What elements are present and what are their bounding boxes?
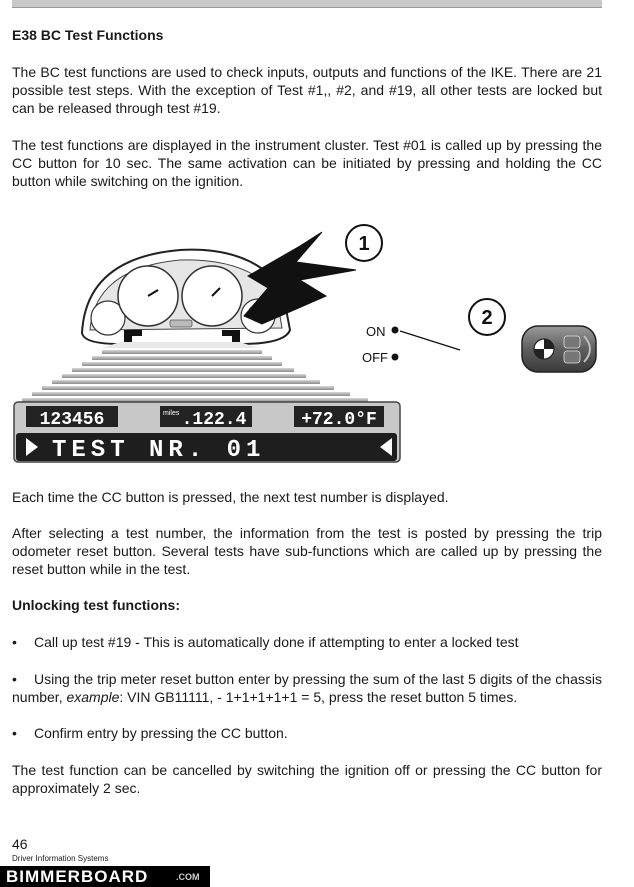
- on-label: ON: [366, 324, 386, 339]
- display-expansion: [22, 342, 368, 402]
- sub-function-paragraph: After selecting a test number, the information from the test is posted by pressing the trip odometer reset button. Several tests have sub-functions which are called up by pressing the reset button while in the test.: [12, 525, 602, 578]
- bullet-marker: •: [12, 634, 17, 650]
- bullet-item-2: [12, 670, 602, 706]
- bullet-text-3: Confirm entry by pressing the CC button.: [34, 725, 288, 741]
- section-name: Driver Information Systems: [12, 854, 109, 863]
- bullet-item-1: [12, 633, 602, 651]
- activation-paragraph: The test functions are displayed in the instrument cluster. Test #01 is called up by pressing the CC button for 10 sec. The same activation can be initiated by pressing and holding the CC button while switching on the ignition.: [12, 137, 602, 190]
- page-title: E38 BC Test Functions: [12, 27, 164, 43]
- logo-main-text: BIMMERBOARD: [6, 867, 149, 886]
- key-leader-line: [400, 331, 460, 350]
- bimmerboard-logo: [0, 866, 210, 887]
- intro-paragraph: The BC test functions are used to check inputs, outputs and functions of the IKE. There are 21 possible test steps. With the exception of Test #1,, #2, and #19, all other tests are locked but can be released through test #19.: [12, 64, 602, 117]
- odometer-readout: 123456: [39, 410, 105, 430]
- off-dot: [392, 354, 399, 361]
- temperature-readout: +72.0°F: [301, 410, 377, 430]
- miles-label: miles: [163, 410, 180, 417]
- top-rule: [12, 0, 602, 8]
- on-dot: [392, 327, 399, 334]
- bullet-text-1: Call up test #19 - This is automatically done if attempting to enter a locked test: [34, 634, 519, 650]
- bullet-marker: •: [12, 671, 17, 687]
- trip-readout: .122.4: [181, 410, 247, 430]
- key-fob-icon: [522, 326, 596, 372]
- page-number: 46: [12, 836, 28, 852]
- bullet-marker: •: [12, 725, 17, 741]
- bullet-item-3: [12, 724, 602, 742]
- pointer-arrow: [244, 232, 356, 324]
- logo-suffix-text: .COM: [176, 872, 200, 882]
- bullet-text-2a: Using the trip meter reset button enter by pressing the sum of the last 5 digits of the chassis number,: [12, 671, 602, 706]
- cc-paragraph: Each time the CC button is pressed, the next test number is displayed.: [12, 489, 449, 505]
- test-display-text: TEST NR. 01: [52, 437, 266, 464]
- callout-1-label: 1: [358, 233, 370, 255]
- unlock-heading: Unlocking test functions:: [12, 597, 180, 613]
- bullet-text-2b: : VIN GB11111, - 1+1+1+1+1 = 5, press the reset button 5 times.: [119, 689, 518, 706]
- off-label: OFF: [362, 350, 388, 365]
- instrument-cluster-figure: [0, 218, 634, 480]
- bullet-text-2-example: example: [66, 689, 120, 706]
- cancel-paragraph: The test function can be cancelled by switching the ignition off or pressing the CC button for approximately 2 sec.: [12, 762, 602, 797]
- callout-2-label: 2: [481, 307, 493, 329]
